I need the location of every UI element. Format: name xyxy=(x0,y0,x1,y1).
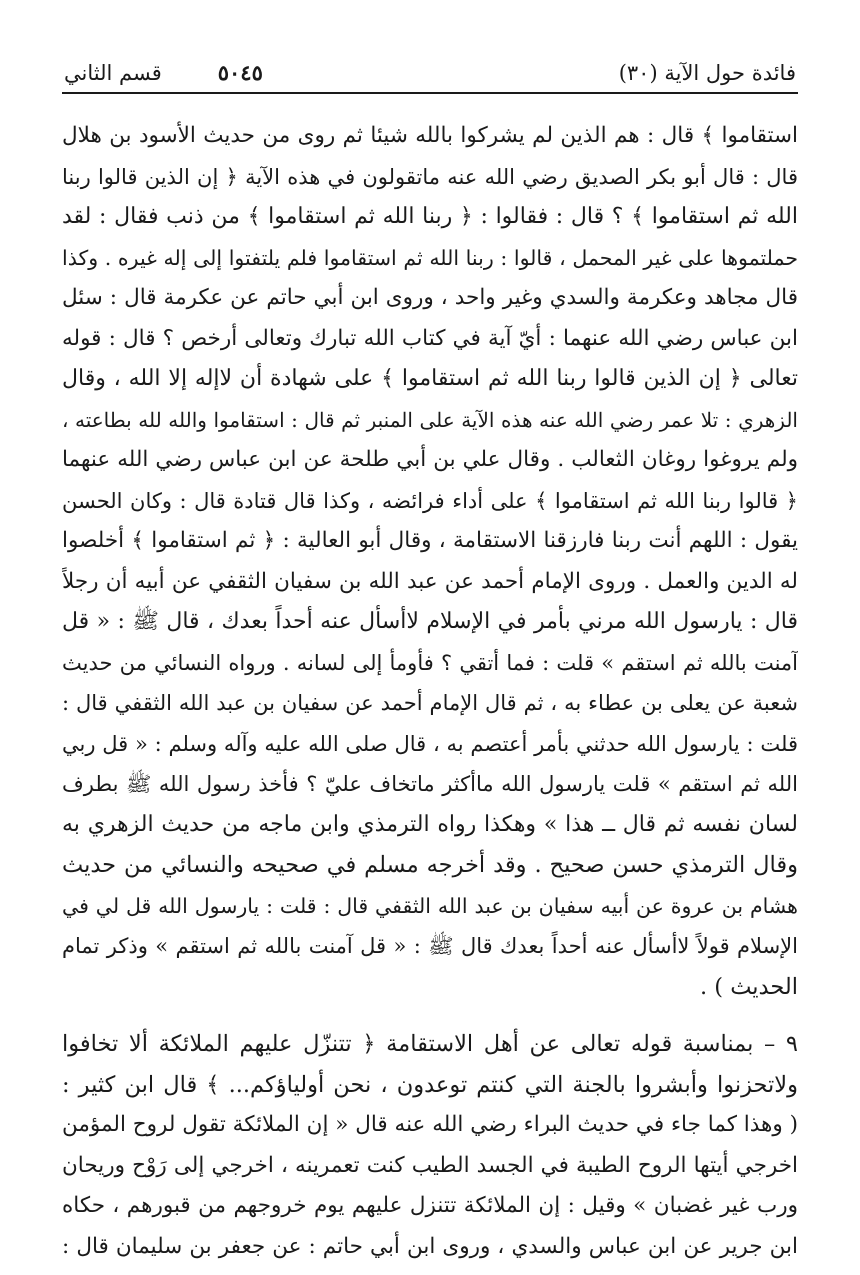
text-line: هشام بن عروة عن أبيه سفيان بن عبد الله الثقفي قال : قلت : يارسول الله قل لي في xyxy=(62,893,798,918)
section-9-line: ( وهذا كما جاء في حديث البراء رضي الله عنه قال « إن الملائكة تقول لروح المؤمن xyxy=(62,1112,798,1137)
page-number: ٥٠٤٥ xyxy=(217,60,263,85)
section-9-line: ولاتحزنوا وأبشروا بالجنة التي كنتم توعدون ، نحن أولياؤكم... ﴾ قال ابن كثير : xyxy=(62,1071,798,1098)
text-line: ابن عباس رضي الله عنهما : أيّ آية في كتاب الله تبارك وتعالى أرخص ؟ قال : قوله xyxy=(62,325,798,351)
text-line: الله ثم استقم » قلت يارسول الله ماأكثر ماتخاف عليّ ؟ فأخذ رسول الله ﷺ بطرف xyxy=(62,772,798,796)
section-label: قسم الثاني xyxy=(64,61,162,85)
text-line: الله ثم استقاموا ﴾ ؟ قال : فقالوا : ﴿ ربنا الله ثم استقاموا ﴾ من ذنب فقال : لقد xyxy=(62,204,798,229)
text-line: الزهري : تلا عمر رضي الله عنه هذه الآية على المنبر ثم قال : استقاموا والله لله بطاعته ، xyxy=(62,407,798,432)
running-title: فائدة حول الآية (٣٠) xyxy=(618,61,796,85)
main-text xyxy=(62,116,798,1267)
text-line: ﴿ قالوا ربنا الله ثم استقاموا ﴾ على أداء فرائضه ، وكذا قال قتادة قال : وكان الحسن xyxy=(62,488,798,513)
text-line: يقول : اللهم أنت ربنا فارزقنا الاستقامة ، وقال أبو العالية : ﴿ ثم استقاموا ﴾ أخلصوا xyxy=(62,528,798,553)
section-9-line: ورب غير غضبان » وقيل : إن الملائكة تتنزل عليهم يوم خروجهم من قبورهم ، حكاه xyxy=(62,1193,798,1218)
text-line: الإسلام قولاً لاأسأل عنه أحداً بعدك قال ﷺ : « قل آمنت بالله ثم استقم » وذكر تمام xyxy=(62,934,798,958)
text-line: ولم يروغوا روغان الثعالب . وقال علي بن أبي طلحة عن ابن عباس رضي الله عنهما xyxy=(62,447,798,472)
page-header xyxy=(62,54,798,94)
text-line: حملتموها على غير المحمل ، قالوا : ربنا الله ثم استقاموا فلم يلتفتوا إلى إله غيره . وكذا xyxy=(62,245,798,270)
header-left-group xyxy=(64,58,263,88)
text-line: له الدين والعمل . وروى الإمام أحمد عن عبد الله بن سفيان الثقفي عن أبيه أن رجلاً xyxy=(62,568,798,594)
text-line: لسان نفسه ثم قال ــ هذا » وهكذا رواه الترمذي وابن ماجه من حديث الزهري به xyxy=(62,811,798,837)
text-line: قال مجاهد وعكرمة والسدي وغير واحد ، وروى ابن أبي حاتم عن عكرمة قال : سئل xyxy=(62,285,798,310)
text-line: قلت : يارسول الله حدثني بأمر أعتصم به ، قال صلى الله عليه وآله وسلم : « قل ربي xyxy=(62,731,798,756)
text-line: وقال الترمذي حسن صحيح . وقد أخرجه مسلم في صحيحه والنسائي من حديث xyxy=(62,852,798,878)
section-9-line: ٩ – بمناسبة قوله تعالى عن أهل الاستقامة ﴿ تتنزّل عليهم الملائكة ألا تخافوا xyxy=(62,1031,798,1057)
section-9-line: ابن جرير عن ابن عباس والسدي ، وروى ابن أبي حاتم : عن جعفر بن سليمان قال : xyxy=(62,1233,798,1259)
text-line: قال : قال أبو بكر الصديق رضي الله عنه ماتقولون في هذه الآية ﴿ إن الذين قالوا ربنا xyxy=(62,164,798,189)
text-line: قال : يارسول الله مرني بأمر في الإسلام لاأسأل عنه أحداً بعدك ، قال ﷺ : « قل xyxy=(62,609,798,634)
text-line: تعالى ﴿ إن الذين قالوا ربنا الله ثم استقاموا ﴾ على شهادة أن لاإله إلا الله ، وقال xyxy=(62,366,798,391)
text-line: الحديث ) . xyxy=(699,973,798,1000)
section-9-line: اخرجي أيتها الروح الطيبة في الجسد الطيب كنت تعمرينه ، اخرجي إلى رَوْح وريحان xyxy=(62,1152,798,1178)
paragraph-gap xyxy=(62,1007,798,1024)
text-line: شعبة عن يعلى بن عطاء به ، ثم قال الإمام أحمد عن سفيان بن عبد الله الثقفي قال : xyxy=(62,691,798,715)
text-line: استقاموا ﴾ قال : هم الذين لم يشركوا بالله شيئا ثم روى من حديث الأسود بن هلال xyxy=(62,123,798,148)
text-line: آمنت بالله ثم استقم » قلت : فما أتقي ؟ فأومأ إلى لسانه . ورواه النسائي من حديث xyxy=(62,650,798,675)
